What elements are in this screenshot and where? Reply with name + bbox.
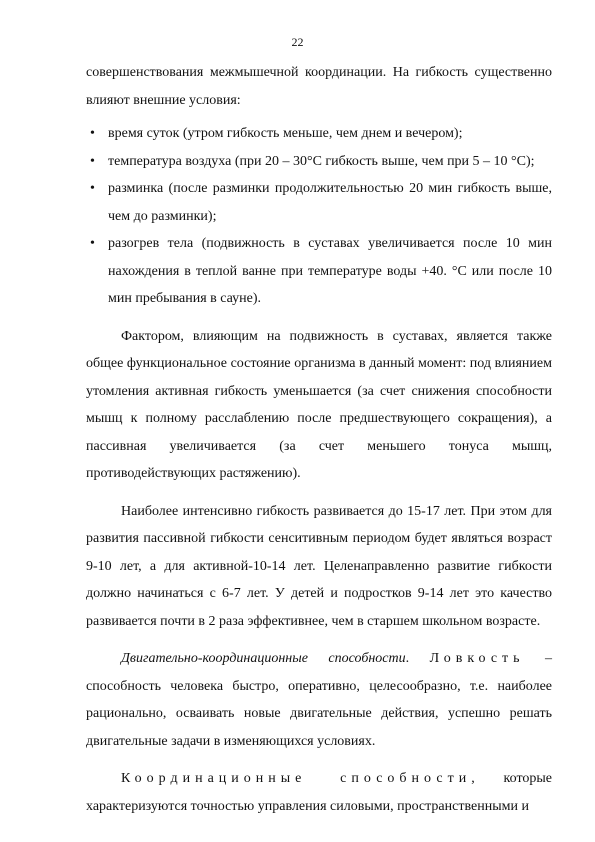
term-agility: Ловкость: [429, 651, 525, 666]
list-item: • время суток (утром гибкость меньше, чем днем и вечером);: [86, 120, 552, 148]
intro-paragraph: совершенствования межмышечной координации. На гибкость существенно влияют внешние условия:: [86, 65, 552, 108]
list-item: • температура воздуха (при 20 – 30°С гибкость выше, чем при 5 – 10 °С);: [86, 148, 552, 176]
term-coordination: Координационные способности: [121, 771, 472, 786]
page-number: 22: [291, 35, 304, 49]
list-item: • разминка (после разминки продолжительностью 20 мин гибкость выше, чем до разминки);: [86, 175, 552, 230]
list-item: • разогрев тела (подвижность в суставах увеличивается после 10 мин нахождения в теплой ванне при температуре воды +40. °С или после 10 мин пребывания в сауне).: [86, 230, 552, 313]
section-heading: Двигательно-координационные способности: [121, 651, 406, 666]
paragraph-coordination: Координационные способности, которые характеризуются точностью управления силовыми, пространственными и: [86, 771, 552, 814]
bullet-icon: •: [90, 153, 95, 169]
paragraph-agility: Двигательно-координационные способности. Ловкость – способность человека быстро, оперативно, целесообразно, т.е. наиболее рационально, осваивать новые двигательные действия, успешно решать двигательные задачи в изменяющихся условиях.: [86, 651, 553, 749]
bullet-icon: •: [90, 236, 95, 251]
document-body: [86, 59, 552, 820]
paragraph-fatigue: Фактором, влияющим на подвижность в суставах, является также общее функциональное состояние организма в данный момент: под влиянием утомления активная гибкость уменьшается (за счет снижения способности мышц к полному расслаблению после предшествующего сокращения), а пассивная увеличивается (за счет меньшего тонуса мышц, противодействующих растяжению).: [86, 328, 552, 481]
bullet-list: [86, 120, 552, 313]
bullet-icon: •: [90, 181, 95, 196]
paragraph-age-periods: Наиболее интенсивно гибкость развивается до 15-17 лет. При этом для развития пассивной гибкости сенситивным периодом будет являться возраст 9-10 лет, а для активной-10-14 лет. Целенаправленно развитие гибкости должно начинаться с 6-7 лет. У детей и подростков 9-14 лет это качество развивается почти в 2 раза эффективнее, чем в старшем школьном возрасте.: [86, 503, 552, 629]
bullet-icon: •: [90, 126, 95, 141]
